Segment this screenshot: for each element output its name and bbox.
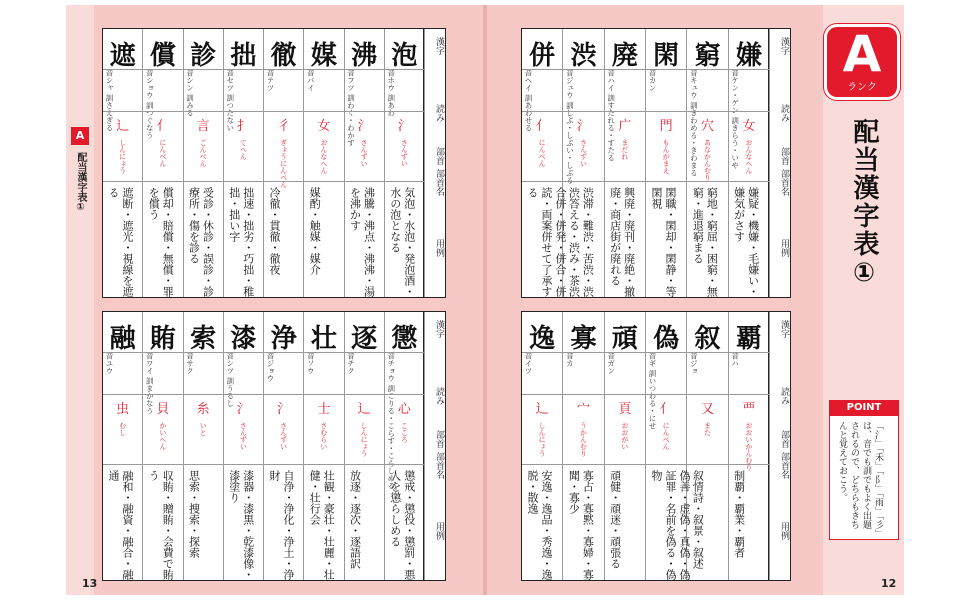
table-header-column — [423, 29, 445, 297]
radical: 氵 — [236, 402, 250, 417]
radical-name: かいへん — [158, 422, 167, 450]
usage-examples: 思索・捜索・探索 — [187, 470, 201, 558]
usage-examples: 自浄・浄化・浄土・浄財 — [268, 470, 295, 580]
usage-examples: 懲戒・懲役・懲罰・悪人を懲らしめる — [388, 470, 416, 580]
usage-examples: 頑健・頑迷・頑張る — [608, 470, 622, 569]
usage-examples: 窮地・窮屈・困窮・無窮・進退窮まる — [691, 187, 719, 297]
usage-examples: 沸騰・沸点・沸沸・湯を沸かす — [348, 187, 376, 297]
kanji-character: 漆 — [230, 324, 257, 354]
rank-letter: A — [842, 25, 882, 83]
usage-examples: 寡占・寡黙・寡婦・寡聞・寡少 — [567, 470, 595, 580]
kanji-reading: 音チョウ 訓こりる・こらす・こらしめる — [386, 352, 396, 490]
usage-examples: 融和・融資・融合・融通 — [107, 470, 134, 580]
radical: 亻 — [156, 119, 170, 134]
kanji-character: 索 — [190, 324, 217, 354]
kanji-reading: 音キュウ 訓きわめる・きわまる — [689, 69, 699, 177]
usage-examples: 拙速・拙劣・巧拙・稚拙・拙い字 — [227, 187, 255, 297]
usage-examples: 興廃・廃刊・廃絶・撤廃・商店街が廃れる — [608, 187, 636, 297]
usage-examples: 閑職・閑却・閑静・等閑視 — [650, 187, 677, 297]
radical-name: さんずい — [400, 139, 409, 167]
kanji-reading: 音ジュウ 訓しぶ・しぶい・しぶる — [565, 69, 575, 184]
kanji-reading: 音ヘイ 訓あわせる — [524, 69, 533, 132]
kanji-character: 浄 — [270, 324, 297, 354]
point-text: 「氵」「禾」「阝」「雨」「彡」は、音でも訓でもよく出題されるので、どちらもきちんと覚えておこう。 — [837, 421, 883, 534]
kanji-reading: 音イツ — [524, 352, 533, 375]
kanji-character: 賄 — [149, 324, 176, 354]
radical: 亻 — [535, 119, 549, 134]
radical-name: ごんべん — [199, 139, 208, 167]
kanji-reading: 音ハ — [730, 352, 740, 367]
radical-name: あなかんむり — [703, 139, 712, 181]
kanji-table — [521, 311, 791, 581]
radical: 門 — [659, 119, 673, 134]
header-label: 用例 — [434, 239, 444, 257]
radical: 氵 — [397, 119, 411, 134]
usage-examples: 遮断・遮光・視線を遮る — [107, 187, 134, 297]
radical-name: こころ — [400, 422, 409, 443]
kanji-reading: 音ハイ 訓すたれる・すたる — [606, 69, 616, 162]
kanji-character: 遮 — [109, 41, 136, 71]
kanji-reading: 音セツ 訓つたない — [225, 69, 235, 132]
kanji-character: 渋 — [570, 41, 597, 71]
radical: 女 — [742, 119, 756, 134]
kanji-character: 窮 — [694, 41, 721, 71]
kanji-character: 懲 — [391, 324, 418, 354]
kanji-character: 償 — [149, 41, 176, 71]
usage-examples: 償却・賠償・無償・罪を償う — [147, 187, 175, 297]
table-header-column — [768, 312, 790, 580]
radical: 心 — [397, 402, 411, 417]
kanji-reading: 音ケン・ゲン 訓きらう・いや — [730, 69, 740, 169]
header-label: 部首 — [434, 430, 444, 448]
kanji-character: 媒 — [310, 41, 337, 71]
radical: 辶 — [535, 402, 549, 417]
radical: 貝 — [156, 402, 170, 417]
header-label: 漢字 — [434, 37, 444, 55]
kanji-character: 拙 — [230, 41, 257, 71]
radical: 言 — [196, 119, 210, 134]
radical: 虫 — [116, 402, 130, 417]
radical-name: また — [703, 422, 712, 436]
row-divider — [103, 394, 425, 395]
radical-name: もんがまえ — [662, 139, 671, 174]
row-divider — [522, 464, 770, 465]
row-divider — [103, 464, 425, 465]
usage-examples: 制覇・覇業・覇者 — [732, 470, 746, 558]
radical: 頁 — [618, 402, 632, 417]
usage-examples: 渋滞・難渋・苦渋・渋渋答える・渋み・茶渋 — [567, 187, 595, 297]
row-divider — [522, 69, 770, 70]
row-divider — [103, 352, 425, 353]
header-label: 部首 — [779, 430, 789, 448]
header-label: 部首名 — [779, 452, 789, 479]
radical-name: さんずい — [279, 422, 288, 450]
radical-name: うかんむり — [579, 422, 588, 457]
kanji-table — [521, 28, 791, 298]
kanji-character: 併 — [529, 41, 556, 71]
header-label: 用例 — [434, 522, 444, 540]
gutter — [483, 5, 487, 595]
kanji-reading: 音ショウ 訓つぐなう — [145, 69, 155, 139]
kanji-character: 逐 — [351, 324, 378, 354]
radical-name: さんずい — [239, 422, 248, 450]
radical: 糸 — [196, 402, 210, 417]
kanji-character: 偽 — [653, 324, 680, 354]
kanji-reading: 音ギ 訓いつわる・にせ — [648, 352, 657, 430]
radical: 彳 — [277, 119, 291, 134]
row-divider — [103, 69, 425, 70]
kanji-character: 頑 — [611, 324, 638, 354]
kanji-character: 嫌 — [735, 41, 762, 71]
radical: 氵 — [576, 119, 590, 134]
row-divider — [522, 394, 770, 395]
radical: 辶 — [116, 119, 130, 134]
kanji-character: 徹 — [270, 41, 297, 71]
kanji-character: 閑 — [653, 41, 680, 71]
radical: 广 — [618, 119, 632, 134]
kanji-reading: 音ジョ — [689, 352, 699, 375]
radical-name: しんにょう — [538, 422, 547, 457]
kanji-reading: 音バイ — [306, 69, 316, 92]
radical-name: いと — [199, 422, 208, 436]
usage-examples: 気泡・水泡・発泡酒・水の泡となる — [388, 187, 416, 297]
radical-name: さんずい — [360, 139, 369, 167]
row-divider — [103, 181, 425, 182]
radical-name: おおがい — [620, 422, 629, 450]
row-divider — [522, 181, 770, 182]
kanji-character: 沸 — [351, 41, 378, 71]
radical: 辶 — [357, 402, 371, 417]
table-header-column — [423, 312, 445, 580]
side-rank-badge: A — [71, 127, 89, 145]
usage-examples: 媒酌・触媒・媒介 — [308, 187, 322, 275]
header-label: 部首名 — [434, 452, 444, 479]
row-divider — [522, 352, 770, 353]
radical: 氵 — [357, 119, 371, 134]
usage-examples: 嫌疑・機嫌・毛嫌い・嫌気がさす — [732, 187, 760, 297]
kanji-table — [102, 311, 446, 581]
usage-examples: 合併・併発・併合・併読・両案併せて了承する — [526, 187, 567, 297]
radical-name: にんべん — [158, 139, 167, 167]
header-label: 読み — [779, 104, 789, 122]
usage-examples: 偽善・虚偽・真偽・偽証罪・名前を偽る・偽物 — [650, 470, 691, 580]
header-label: 用例 — [779, 239, 789, 257]
radical-name: さんずい — [579, 139, 588, 167]
usage-examples: 安逸・逸品・秀逸・逸脱・散逸 — [526, 470, 553, 580]
radical-name: にんべん — [662, 422, 671, 450]
radical: 氵 — [277, 402, 291, 417]
radical-name: しんにょう — [118, 139, 127, 174]
radical-name: まだれ — [620, 139, 629, 160]
kanji-reading: 音チク — [346, 352, 356, 375]
radical: 亻 — [659, 402, 673, 417]
radical-name: むし — [118, 422, 127, 436]
kanji-character: 逸 — [529, 324, 556, 354]
kanji-reading: 音テツ — [266, 69, 275, 92]
point-box — [829, 400, 899, 540]
radical-name: てへん — [239, 139, 248, 160]
row-divider — [522, 111, 770, 112]
header-label: 漢字 — [779, 320, 789, 338]
radical-name: ぎょうにんべん — [279, 139, 288, 188]
side-title: 配当漢字表① — [75, 152, 86, 213]
kanji-reading: 音フツ 訓わく・わかす — [346, 69, 356, 147]
header-label: 部首名 — [779, 169, 789, 196]
usage-examples: 放逐・逐次・逐語訳 — [348, 470, 362, 569]
page-title: 配当漢字表① — [849, 118, 879, 290]
header-label: 用例 — [779, 522, 789, 540]
kanji-reading: 音カ — [565, 352, 575, 367]
left-margin-band — [66, 5, 94, 595]
rank-label: ランク — [847, 82, 877, 93]
page-number-left: 13 — [82, 577, 98, 590]
header-label: 部首 — [779, 147, 789, 165]
radical-name: おおいかんむり — [744, 422, 753, 471]
kanji-reading: 音ジョウ — [266, 352, 275, 382]
kanji-character: 叙 — [694, 324, 721, 354]
header-label: 漢字 — [779, 37, 789, 55]
radical-name: しんにょう — [360, 422, 369, 457]
kanji-reading: 音シツ 訓うるし — [225, 352, 235, 407]
radical-name: おんなへん — [744, 139, 753, 174]
kanji-reading: 音ソウ — [306, 352, 316, 375]
page-number-right: 12 — [881, 577, 897, 590]
radical: 穴 — [700, 119, 714, 134]
header-label: 読み — [779, 387, 789, 405]
kanji-character: 融 — [109, 324, 136, 354]
usage-examples: 叙情詩・叙景・叙述 — [691, 470, 705, 569]
kanji-table — [102, 28, 446, 298]
kanji-reading: 音カン — [648, 69, 657, 92]
usage-examples: 収賄・贈賄・会費で賄う — [147, 470, 175, 580]
kanji-character: 泡 — [391, 41, 418, 71]
kanji-reading: 音ユウ — [105, 352, 114, 375]
usage-examples: 冷徹・貫徹・徹夜 — [268, 187, 281, 275]
radical: 又 — [700, 402, 714, 417]
kanji-reading: 音ワイ 訓まかなう — [145, 352, 155, 415]
row-divider — [103, 111, 425, 112]
table-header-column — [768, 29, 790, 297]
radical-name: さむらい — [319, 422, 328, 450]
kanji-character: 廃 — [611, 41, 638, 71]
kanji-character: 壮 — [310, 324, 337, 354]
kanji-character: 診 — [190, 41, 217, 71]
radical: 女 — [317, 119, 331, 134]
kanji-reading: 音サク — [185, 352, 195, 375]
radical-name: おんなへん — [319, 139, 328, 174]
point-label: POINT — [829, 400, 899, 416]
radical: 宀 — [576, 402, 590, 417]
header-label: 部首名 — [434, 169, 444, 196]
header-label: 漢字 — [434, 320, 444, 338]
radical: 扌 — [236, 119, 250, 134]
header-label: 読み — [434, 387, 444, 405]
header-label: 読み — [434, 104, 444, 122]
kanji-reading: 音シャ 訓さえぎる — [105, 69, 114, 132]
kanji-reading: 音シン 訓みる — [185, 69, 195, 117]
usage-examples: 漆器・漆黒・乾漆像・漆塗り — [227, 470, 255, 580]
rank-badge — [827, 27, 897, 97]
kanji-reading: 音ホウ 訓あわ — [386, 69, 396, 117]
radical: 士 — [317, 402, 331, 417]
kanji-character: 覇 — [735, 324, 762, 354]
kanji-reading: 音ガン — [606, 352, 616, 375]
usage-examples: 壮観・豪壮・壮麗・壮健・壮行会 — [308, 470, 336, 580]
radical-name: にんべん — [538, 139, 547, 167]
radical: 覀 — [742, 402, 756, 417]
usage-examples: 受診・休診・誤診・診療所・傷を診る — [187, 187, 215, 297]
kanji-character: 寡 — [570, 324, 597, 354]
header-label: 部首 — [434, 147, 444, 165]
